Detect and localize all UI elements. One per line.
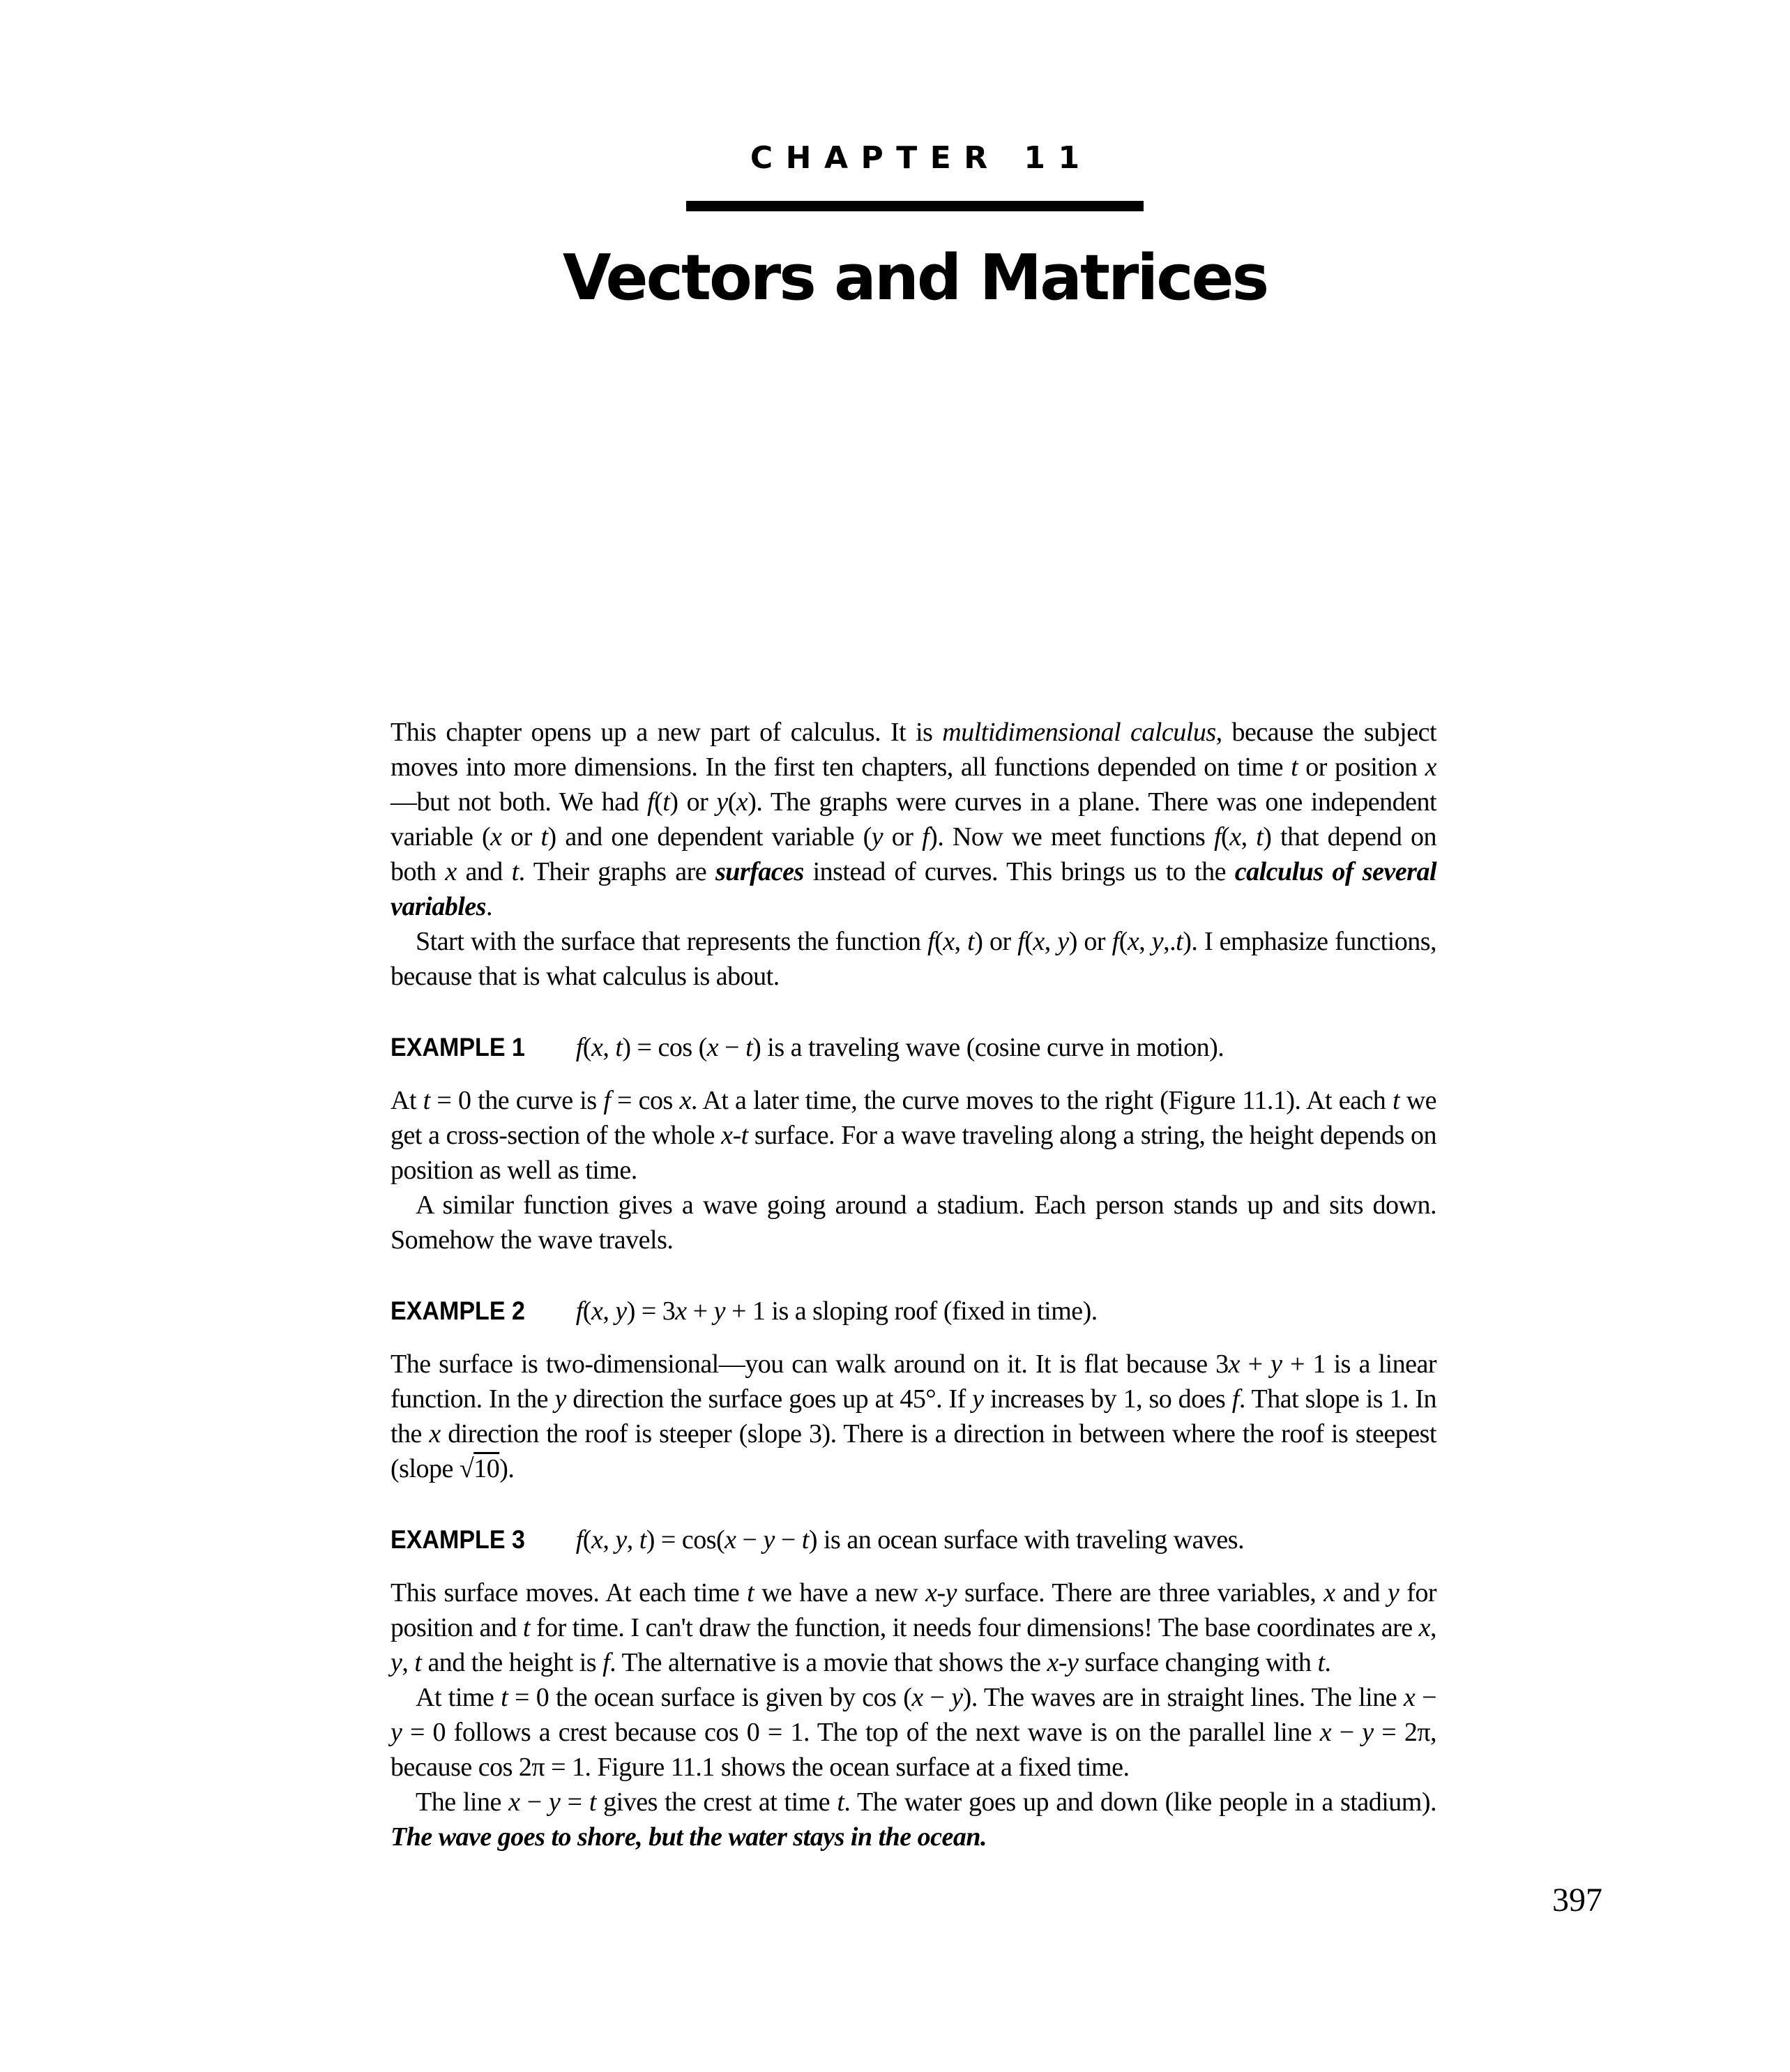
paragraph: The surface is two-dimensional—you can walk around on it. It is flat because 3x + y + 1 is a linear function. In the y direction the surface goes up at 45°. If y increases by 1, so does f. That slope is 1. In the x direction the roof is steeper (slope 3). There is a direction in between where the roof is steepest (slope √10).	[390, 1349, 1437, 1483]
paragraph: This surface moves. At each time t we have a new x-y surface. There are three variables, x and y for position and t for time. I can't draw the function, it needs four dimensions! The base coordinates are x, y, t and the height is f. The alternative is a movie that shows the x-y surface changing with t.	[390, 1578, 1436, 1677]
example-heading	[390, 1522, 1436, 1557]
paragraph: At time t = 0 the ocean surface is given by cos (x − y). The waves are in straight lines. The line x − y = 0 follows a crest because cos 0 = 1. The top of the next wave is on the parallel line x − y = 2π, because cos 2π = 1. Figure 11.1 shows the ocean surface at a fixed time.	[390, 1683, 1437, 1782]
chapter-label: CHAPTER 11	[750, 140, 1093, 176]
paragraph: A similar function gives a wave going around a stadium. Each person stands up and sits down. Somehow the wave travels.	[390, 1190, 1436, 1255]
paragraph: At t = 0 the curve is f = cos x. At a later time, the curve moves to the right (Figure 11.1). At each t we get a cross-section of the whole x-t surface. For a wave traveling along a string, the height depends on position as well as time.	[390, 1086, 1437, 1185]
paragraph: This chapter opens up a new part of calculus. It is multidimensional calculus, because the subject moves into more dimensions. In the first ten chapters, all functions depended on time t or position x—but not both. We had f(t) or y(x). The graphs were curves in a plane. There was one independent variable (x or t) and one dependent variable (y or f). Now we meet functions f(x, t) that depend on both x and t. Their graphs are surfaces instead of curves. This brings us to the calculus of several variables.	[390, 718, 1437, 921]
paragraph: The line x − y = t gives the crest at time t. The water goes up and down (like people in a stadium). The wave goes to shore, but the water stays in the ocean.	[390, 1787, 1436, 1852]
example-label: EXAMPLE 2	[390, 1296, 525, 1325]
chapter-header	[393, 139, 1437, 313]
example-label: EXAMPLE 1	[390, 1033, 525, 1061]
example-statement: f(x, t) = cos (x − t) is a traveling wave (cosine curve in motion).	[575, 1033, 1224, 1062]
paragraph: Start with the surface that represents the function f(x, t) or f(x, y) or f(x, y,.t). I emphasize functions, because that is what calculus is about.	[390, 927, 1437, 991]
example-statement: f(x, y) = 3x + y + 1 is a sloping roof (fixed in time).	[575, 1296, 1098, 1326]
example-heading	[390, 1030, 1436, 1065]
example-statement: f(x, y, t) = cos(x − y − t) is an ocean surface with traveling waves.	[575, 1525, 1245, 1555]
sqrt-radical: √10	[459, 1454, 500, 1483]
body-text-column	[390, 715, 1436, 1854]
example-label: EXAMPLE 3	[390, 1525, 525, 1554]
chapter-title: Vectors and Matrices	[562, 241, 1268, 315]
chapter-rule-divider	[686, 201, 1144, 211]
page-number: 397	[1552, 1882, 1602, 1919]
example-heading	[390, 1294, 1436, 1329]
